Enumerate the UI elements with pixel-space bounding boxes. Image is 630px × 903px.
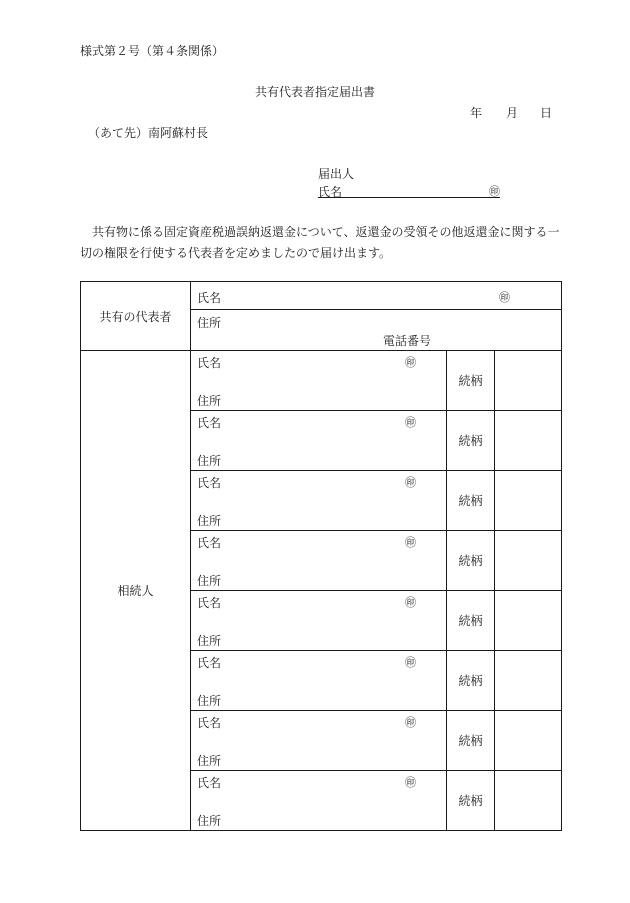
heir-seal-mark: ㊞ (405, 356, 416, 369)
representative-name-label: 氏名 (197, 291, 222, 305)
heir-address-label: 住所 (197, 514, 222, 528)
applicant-name-label: 氏名 (318, 185, 343, 199)
heir-address-label: 住所 (197, 574, 222, 588)
heirs-header: 相続人 (81, 351, 191, 831)
heir-address-label: 住所 (197, 754, 222, 768)
heir-relationship-field[interactable] (495, 471, 562, 531)
heir-row (81, 351, 562, 411)
heir-name-label: 氏名 (197, 536, 222, 550)
heir-relationship-field[interactable] (495, 351, 562, 411)
heir-name-label: 氏名 (197, 356, 222, 370)
heir-name-address-field[interactable] (191, 471, 447, 531)
heir-relationship-label: 続柄 (447, 591, 495, 651)
heir-seal-mark: ㊞ (405, 536, 416, 549)
heir-address-label: 住所 (197, 454, 222, 468)
heir-relationship-field[interactable] (495, 651, 562, 711)
heir-relationship-field[interactable] (495, 531, 562, 591)
date-year-label: 年 (470, 106, 483, 120)
heir-seal-mark: ㊞ (405, 476, 416, 489)
heir-seal-mark: ㊞ (405, 776, 416, 789)
heir-name-label: 氏名 (197, 716, 222, 730)
heir-name-label: 氏名 (197, 656, 222, 670)
heir-name-address-field[interactable] (191, 531, 447, 591)
heir-name-label: 氏名 (197, 416, 222, 430)
heir-relationship-label: 続柄 (447, 471, 495, 531)
representative-header: 共有の代表者 (81, 282, 191, 351)
representative-heirs-table (80, 281, 562, 831)
heir-address-label: 住所 (197, 634, 222, 648)
applicant-label: 届出人 (318, 167, 355, 181)
heir-name-label: 氏名 (197, 596, 222, 610)
heir-address-label: 住所 (197, 694, 222, 708)
heir-seal-mark: ㊞ (405, 416, 416, 429)
representative-seal-mark: ㊞ (499, 291, 510, 304)
heir-relationship-label: 続柄 (447, 531, 495, 591)
representative-name-row (81, 282, 562, 310)
heir-relationship-field[interactable] (495, 771, 562, 831)
representative-address-label: 住所 (197, 316, 222, 330)
heir-relationship-field[interactable] (495, 711, 562, 771)
date-day-label: 日 (540, 106, 553, 120)
heir-address-label: 住所 (197, 394, 222, 408)
heir-seal-mark: ㊞ (405, 596, 416, 609)
date-line (470, 104, 552, 121)
heir-relationship-field[interactable] (495, 591, 562, 651)
heir-relationship-field[interactable] (495, 411, 562, 471)
heir-relationship-label: 続柄 (447, 711, 495, 771)
heir-name-address-field[interactable] (191, 351, 447, 411)
heir-address-label: 住所 (197, 814, 222, 828)
heir-name-address-field[interactable] (191, 771, 447, 831)
declaration-text: 共有物に係る固定資産税過誤納返還金について、返還金の受領その他返還金に関する一切の権限を行使する代表者を定めましたので届け出ます。 (80, 225, 560, 260)
representative-name-field[interactable] (191, 282, 562, 310)
heir-relationship-label: 続柄 (447, 411, 495, 471)
heir-relationship-label: 続柄 (447, 771, 495, 831)
heir-relationship-label: 続柄 (447, 351, 495, 411)
date-month-label: 月 (506, 106, 519, 120)
heir-seal-mark: ㊞ (405, 656, 416, 669)
heir-name-label: 氏名 (197, 776, 222, 790)
heir-name-label: 氏名 (197, 476, 222, 490)
applicant-name-field[interactable] (318, 183, 500, 198)
heir-name-address-field[interactable] (191, 591, 447, 651)
representative-phone-label: 電話番号 (383, 334, 432, 348)
applicant-seal-mark: ㊞ (489, 185, 500, 198)
recipient: （あて先）南阿蘇村長 (88, 126, 209, 140)
representative-address-field[interactable] (191, 310, 562, 351)
form-number: 様式第２号（第４条関係） (80, 44, 225, 58)
heir-relationship-label: 続柄 (447, 651, 495, 711)
heir-seal-mark: ㊞ (405, 716, 416, 729)
heir-name-address-field[interactable] (191, 651, 447, 711)
document-title: 共有代表者指定届出書 (254, 85, 375, 99)
heir-name-address-field[interactable] (191, 411, 447, 471)
heir-name-address-field[interactable] (191, 711, 447, 771)
